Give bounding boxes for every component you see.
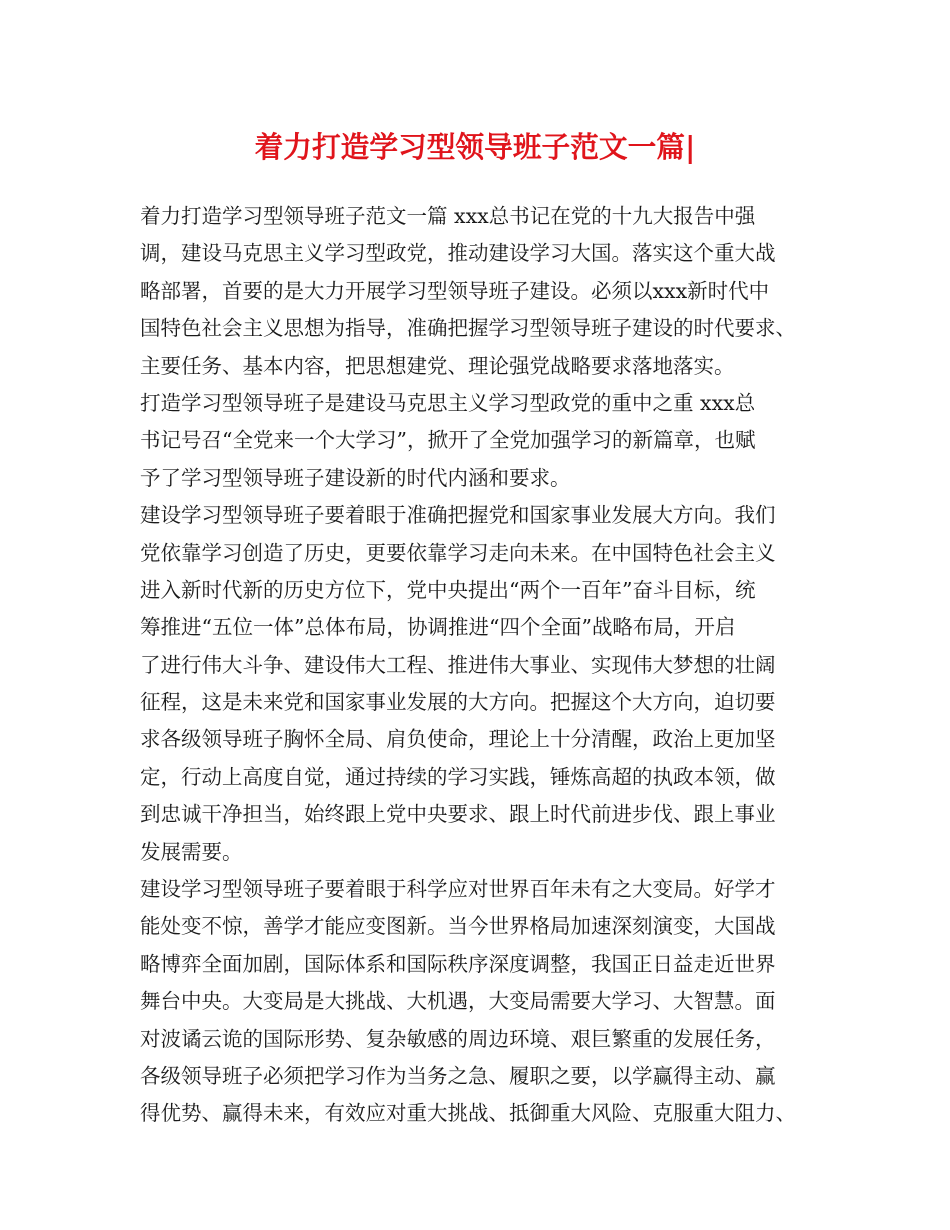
body-line: 书记号召“全党来一个大学习”，掀开了全党加强学习的新篇章，也赋 [140, 428, 756, 453]
body-line: 打造学习型领导班子是建设马克思主义学习型政党的重中之重 xxx总 [140, 390, 756, 415]
body-line: 予了学习型领导班子建设新的时代内涵和要求。 [140, 465, 571, 490]
body-line: 求各级领导班子胸怀全局、肩负使命，理论上十分清醒，政治上更加坚 [140, 727, 776, 752]
body-line: 略博弈全面加剧，国际体系和国际秩序深度调整，我国正日益走近世界 [140, 951, 776, 976]
body-line: 舞台中央。大变局是大挑战、大机遇，大变局需要大学习、大智慧。面 [140, 989, 776, 1014]
body-line: 进入新时代新的历史方位下，党中央提出“两个一百年”奋斗目标，统 [140, 577, 756, 602]
body-line: 发展需要。 [140, 839, 243, 864]
body-line: 主要任务、基本内容，把思想建党、理论强党战略要求落地落实。 [140, 353, 735, 378]
body-line: 各级领导班子必须把学习作为当务之急、履职之要，以学赢得主动、赢 [140, 1063, 776, 1088]
body-line: 定，行动上高度自觉，通过持续的学习实践，锤炼高超的执政本领，做 [140, 764, 776, 789]
body-line: 对波谲云诡的国际形势、复杂敏感的周边环境、艰巨繁重的发展任务， [140, 1026, 776, 1051]
body-line: 能处变不惊，善学才能应变图新。当今世界格局加速深刻演变，大国战 [140, 914, 776, 939]
body-line: 着力打造学习型领导班子范文一篇 xxx总书记在党的十九大报告中强 [140, 204, 756, 228]
body-line: 到忠诚干净担当，始终跟上党中央要求、跟上时代前进步伐、跟上事业 [140, 802, 776, 827]
body-line: 筹推进“五位一体”总体布局，协调推进“四个全面”战略布局，开启 [140, 615, 736, 640]
document-body [140, 198, 820, 1133]
body-line: 得优势、赢得未来，有效应对重大挑战、抵御重大风险、克服重大阻力、 [140, 1101, 796, 1126]
body-line: 征程，这是未来党和国家事业发展的大方向。把握这个大方向，迫切要 [140, 690, 776, 715]
body-line: 调，建设马克思主义学习型政党，推动建设学习大国。落实这个重大战 [140, 241, 776, 266]
body-line: 党依靠学习创造了历史，更要依靠学习走向未来。在中国特色社会主义 [140, 540, 776, 565]
document-title: 着力打造学习型领导班子范文一篇| [254, 130, 696, 164]
body-line: 了进行伟大斗争、建设伟大工程、推进伟大事业、实现伟大梦想的壮阔 [140, 652, 776, 677]
body-line: 国特色社会主义思想为指导，准确把握学习型领导班子建设的时代要求、 [140, 316, 796, 341]
body-line: 建设学习型领导班子要着眼于科学应对世界百年未有之大变局。好学才 [140, 877, 776, 902]
body-line: 建设学习型领导班子要着眼于准确把握党和国家事业发展大方向。我们 [140, 503, 776, 528]
body-line: 略部署，首要的是大力开展学习型领导班子建设。必须以xxx新时代中 [140, 278, 770, 303]
